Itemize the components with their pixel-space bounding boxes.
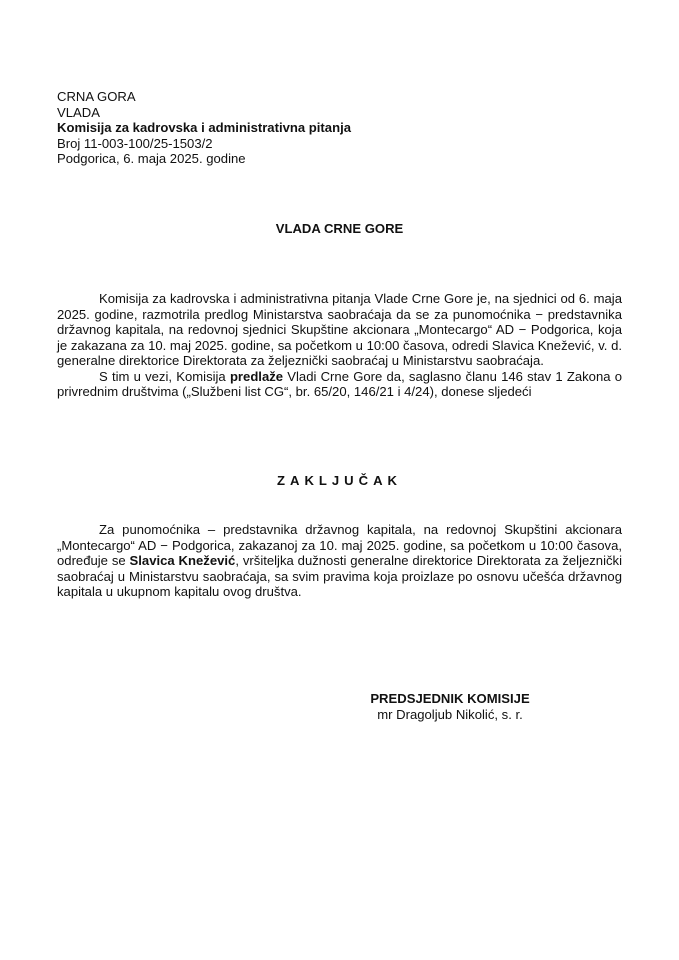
conclusion-before: Za punomoćnika – predstavnika državnog kapitala, na redovnoj Skupštini akcionara „Montecargo“ AD − Podgorica, zakazanoj za 10. maj 2025. godine, sa početkom u 10:00 časova, određuje se [57, 522, 622, 568]
header-place-date: Podgorica, 6. maja 2025. godine [57, 151, 246, 166]
conclusion-paragraph [57, 522, 622, 600]
intro-paragraph-1: Komisija za kadrovska i administrativna pitanja Vlade Crne Gore je, na sjednici od 6. maja 2025. godine, razmotrila predlog Ministarstva saobraćaja da se za punomoćnika − predstavnika državnog kapitala, na redovnoj sjednici Skupštine akcionara „Montecargo“ AD − Podgorica, koja je zakazana za 10. maj 2025. godine, sa početkom u 10:00 časova, odredi Slavica Knežević, v. d. generalne direktorice Direktorata za željeznički saobraćaj u Ministarstvu saobraćaja. [57, 291, 622, 368]
intro-p2-before: S tim u vezi, Komisija [99, 368, 230, 384]
conclusion-bold-name: Slavica Knežević [129, 553, 236, 568]
intro-paragraph-2 [57, 369, 622, 400]
signature-name: mr Dragoljub Nikolić, s. r. [377, 706, 523, 722]
signature-block [330, 691, 570, 722]
intro-p2-bold: predlaže [229, 368, 284, 384]
intro-section [57, 291, 622, 400]
header-number: Broj 11-003-100/25-1503/2 [57, 135, 213, 151]
document-title: ZAKLJUČAK [276, 473, 402, 488]
intro-p2-after: Vladi Crne Gore da, saglasno članu 146 stav 1 Zakona o privrednim društvima („Službeni list CG“, br. 65/20, 146/21 i 4/24), donese sljedeći [57, 368, 623, 399]
conclusion-after: , vršiteljka dužnosti generalne direktorice Direktorata za željeznički saobraćaj u Ministarstvu saobraćaja, sa svim pravima koja proizlaze po osnovu učešća državnog kapitala u ukupnom kapitalu ovog društva. [57, 553, 622, 599]
header-commission: Komisija za kadrovska i administrativna pitanja [57, 120, 351, 135]
signature-role: PREDSJEDNIK KOMISIJE [370, 691, 530, 706]
header-country: CRNA GORA [57, 89, 136, 104]
conclusion-section [57, 522, 622, 600]
document-header [57, 89, 457, 167]
header-institution: VLADA [57, 104, 100, 120]
addressee: VLADA CRNE GORE [275, 221, 404, 236]
